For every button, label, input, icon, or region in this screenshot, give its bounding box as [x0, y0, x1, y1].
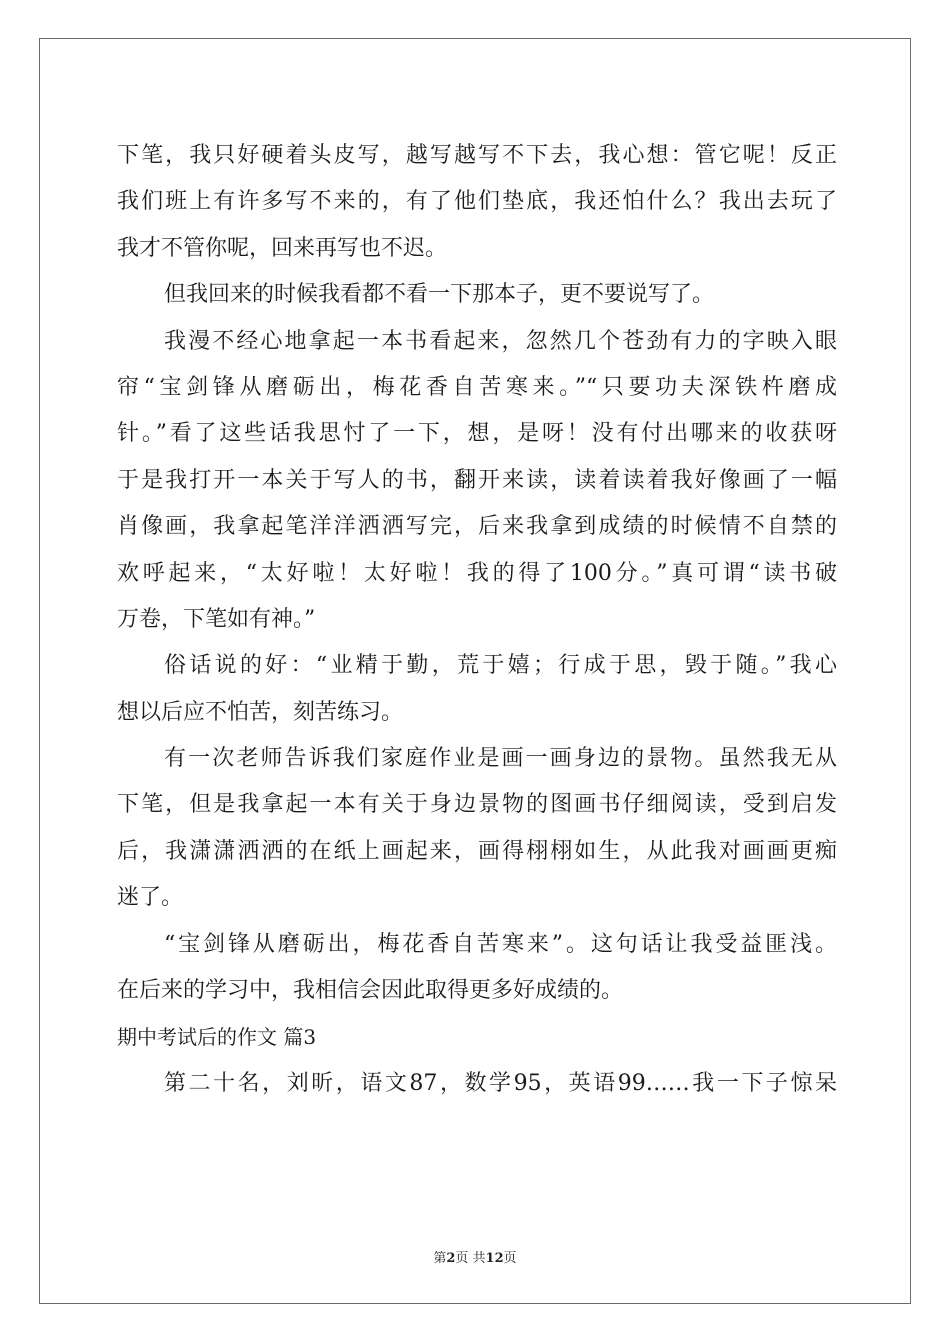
text-line: 想以后应不怕苦，刻苦练习。: [117, 699, 404, 725]
text-line: 迷了。: [117, 885, 184, 911]
text-line: 俗话说的好：“业精于勤，荒于嬉；行成于思，毁于随。”我心: [164, 653, 837, 679]
text-line: 帘“宝剑锋从磨砺出，梅花香自苦寒来。”“只要功夫深铁杵磨成: [117, 374, 837, 400]
text-line: 第二十名，刘昕，语文87，数学95，英语99……我一下子惊呆: [164, 1070, 837, 1096]
text-line: 下笔，我只好硬着头皮写，越写越写不下去，我心想：管它呢！反正: [117, 143, 837, 168]
text-line: 我漫不经心地拿起一本书看起来，忽然几个苍劲有力的字映入眼: [164, 328, 837, 354]
footer-prefix: 第: [433, 1251, 447, 1266]
text-line: 但我回来的时候我看都不看一下那本子，更不要说写了。: [164, 282, 715, 308]
page-footer: [0, 1247, 950, 1266]
footer-suffix: 页: [503, 1251, 517, 1266]
text-line: 我才不管你呢，回来再写也不迟。: [117, 235, 448, 261]
text-line: “宝剑锋从磨砺出，梅花香自苦寒来”。这句话让我受益匪浅。: [164, 931, 837, 957]
document-body: [117, 133, 837, 1107]
text-line: 肖像画，我拿起笔洋洋洒洒写完，后来我拿到成绩的时候情不自禁的: [117, 514, 837, 540]
text-line: 于是我打开一本关于写人的书，翻开来读，读着读着我好像画了一幅: [117, 467, 837, 493]
text-line: 万卷，下笔如有神。”: [117, 606, 316, 632]
footer-mid: 页 共: [455, 1251, 486, 1266]
footer-page-current: 2: [446, 1251, 456, 1266]
text-line: 在后来的学习中，我相信会因此取得更多好成绩的。: [117, 978, 624, 1004]
text-line: 有一次老师告诉我们家庭作业是画一画身边的景物。虽然我无从: [164, 746, 837, 772]
text-line: 我们班上有许多写不来的，有了他们垫底，我还怕什么？我出去玩了: [117, 189, 837, 215]
text-line: 下笔，但是我拿起一本有关于身边景物的图画书仔细阅读，受到启发: [117, 792, 837, 818]
text-line: 针。”看了这些话我思忖了一下，想，是呀！没有付出哪来的收获呀: [117, 421, 837, 447]
footer-page-total: 12: [485, 1251, 504, 1266]
text-line: 欢呼起来，“太好啦！太好啦！我的得了100分。”真可谓“读书破: [117, 560, 837, 586]
text-line: 后，我潇潇洒洒的在纸上画起来，画得栩栩如生，从此我对画画更痴: [117, 838, 837, 864]
section-heading: 期中考试后的作文 篇3: [117, 1025, 317, 1050]
